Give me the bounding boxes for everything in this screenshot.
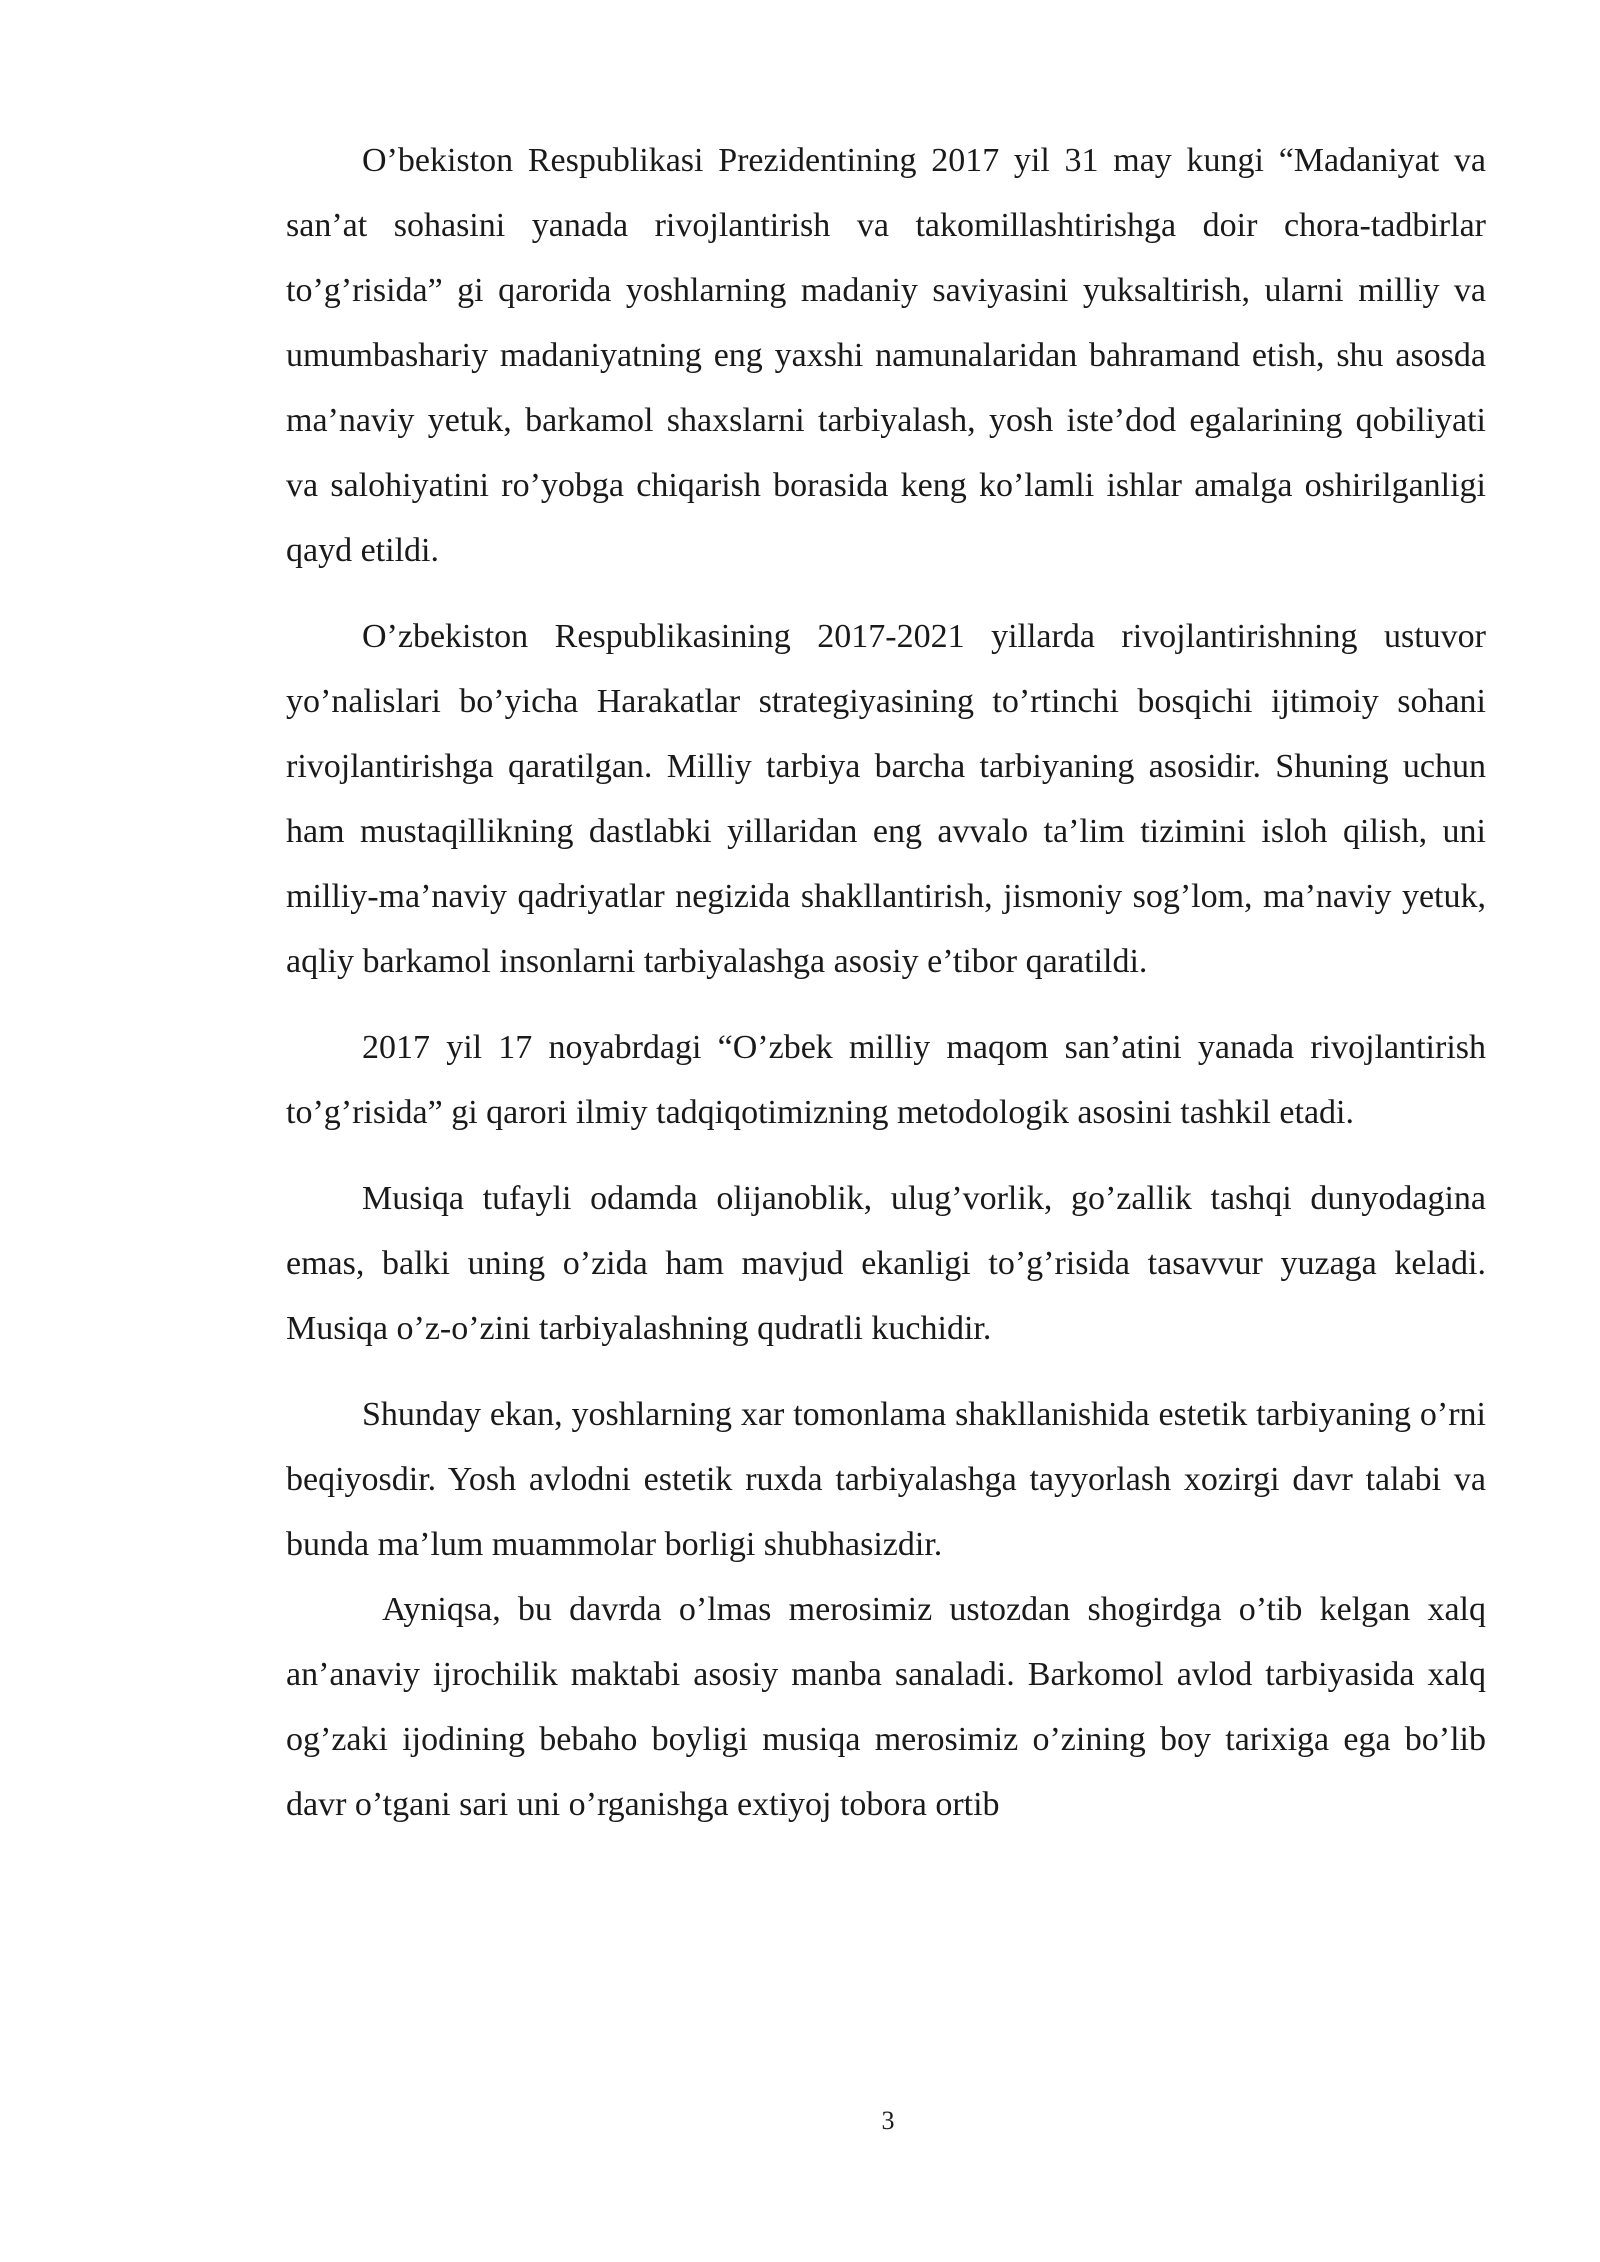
page-number: 3 bbox=[881, 2106, 895, 2135]
paragraph-6: Ayniqsa, bu davrda o’lmas merosimiz ustozdan shogirdga o’tib kelgan xalq an’anaviy ijrochilik maktabi asosiy manba sanaladi. Barkomol avlod tarbiyasida xalq og’zaki ijodining bebaho boyligi musiqa merosimiz o’zining boy tarixiga ega bo’lib davr o’tgani sari uni o’rganishga extiyoj tobora ortib bbox=[286, 1591, 1486, 1823]
paragraph-4: Musiqa tufayli odamda olijanoblik, ulug’vorlik, go’zallik tashqi dunyodagina emas, balki uning o’zida ham mavjud ekanligi to’g’risida tasavvur yuzaga keladi. Musiqa o’z-o’zini tarbiyalashning qudratli kuchidir. bbox=[286, 1180, 1486, 1347]
document-body bbox=[286, 128, 1486, 1837]
paragraph-5: Shunday ekan, yoshlarning xar tomonlama shakllanishida estetik tarbiyaning o’rni beqiyosdir. Yosh avlodni estetik ruxda tarbiyalashga tayyorlash xozirgi davr talabi va bunda ma’lum muammolar borligi shubhasizdir. bbox=[286, 1396, 1486, 1563]
paragraph-1: O’bekiston Respublikasi Prezidentining 2017 yil 31 may kungi “Madaniyat va san’at sohasini yanada rivojlantirish va takomillashtirishga doir chora-tadbirlar to’g’risida” gi qarorida yoshlarning madaniy saviyasini yuksaltirish, ularni milliy va umumbashariy madaniyatning eng yaxshi namunalaridan bahramand etish, shu asosda ma’naviy yetuk, barkamol shaxslarni tarbiyalash, yosh iste’dod egalarining qobiliyati va salohiyatini ro’yobga chiqarish borasida keng ko’lamli ishlar amalga oshirilganligi qayd etildi. bbox=[286, 142, 1486, 569]
paragraph-3: 2017 yil 17 noyabrdagi “O’zbek milliy maqom san’atini yanada rivojlantirish to’g’risida” gi qarori ilmiy tadqiqotimizning metodologik asosini tashkil etadi. bbox=[286, 1029, 1486, 1131]
paragraph-2: O’zbekiston Respublikasining 2017-2021 yillarda rivojlantirishning ustuvor yo’nalislari bo’yicha Harakatlar strategiyasining to’rtinchi bosqichi ijtimoiy sohani rivojlantirishga qaratilgan. Milliy tarbiya barcha tarbiyaning asosidir. Shuning uchun ham mustaqillikning dastlabki yillaridan eng avvalo ta’lim tizimini isloh qilish, uni milliy-ma’naviy qadriyatlar negizida shakllantirish, jismoniy sog’lom, ma’naviy yetuk, aqliy barkamol insonlarni tarbiyalashga asosiy e’tibor qaratildi. bbox=[286, 618, 1486, 980]
